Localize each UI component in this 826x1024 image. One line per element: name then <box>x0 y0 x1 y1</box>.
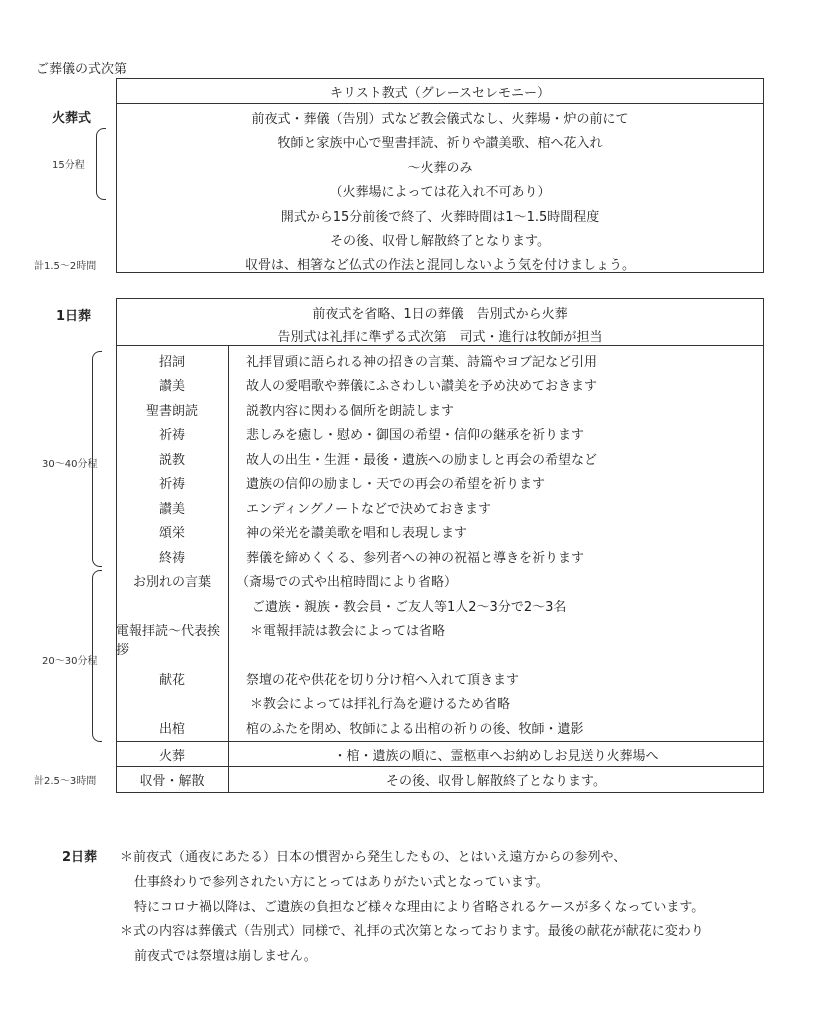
collect-desc: その後、収骨し解散終了となります。 <box>386 774 606 789</box>
oneday-header-line: 前夜式を省略、1日の葬儀 告別式から火葬 <box>312 307 568 322</box>
program-item-name: 電報拝読～代表挨拶 <box>116 624 221 658</box>
oneday-duration-b: 20～30分程 <box>42 656 98 667</box>
program-item-desc: 故人の出生・生涯・最後・遺族への励ましと再会の希望など <box>246 453 598 468</box>
program-item-desc: ＊教会によっては拝礼行為を避けるため省略 <box>250 697 511 712</box>
program-item-desc: 葬儀を締めくくる、参列者への神の祝福と導きを祈ります <box>246 551 585 566</box>
cremation-header-divider <box>116 103 764 104</box>
program-item-desc: 礼拝冒頭に語られる神の招きの言葉、詩篇やヨブ記など引用 <box>246 355 598 370</box>
twoday-label: 2日葬 <box>62 850 98 865</box>
cremation-label: 火葬式 <box>52 111 92 126</box>
program-item-desc: 祭壇の花や供花を切り分け棺へ入れて頂きます <box>246 673 520 688</box>
cremation-line: ～火葬のみ <box>407 161 473 176</box>
program-item-desc: ＊電報拝読は教会によっては省略 <box>250 624 446 639</box>
program-item-name: 説教 <box>158 453 185 468</box>
cremate-name: 火葬 <box>158 749 185 764</box>
oneday-cremate-divider <box>116 741 764 742</box>
program-item-desc: 説教内容に関わる個所を朗読します <box>246 404 455 419</box>
program-item-name: 讃美 <box>158 379 185 394</box>
program-item-desc: エンディングノートなどで決めておきます <box>246 502 492 517</box>
collect-name: 収骨・解散 <box>139 774 205 789</box>
oneday-header-divider <box>116 345 764 346</box>
twoday-line: 仕事終わりで参列されたい方にとってはありがたい式となっています。 <box>134 875 549 890</box>
program-item-name: 出棺 <box>158 722 185 737</box>
program-item-name: 祈祷 <box>158 477 185 492</box>
cremation-line: その後、収骨し解散終了となります。 <box>330 234 550 249</box>
program-item-name: 祈祷 <box>158 428 185 443</box>
oneday-column-divider <box>228 345 229 793</box>
cremation-line: 牧師と家族中心で聖書拝読、祈りや讃美歌、棺へ花入れ <box>277 136 603 151</box>
twoday-line: ＊前夜式（通夜にあたる）日本の慣習から発生したもの、とはいえ遠方からの参列や、 <box>120 850 627 865</box>
cremation-line: 開式から15分前後で終了、火葬時間は1～1.5時間程度 <box>280 210 600 225</box>
twoday-line: 特にコロナ禍以降は、ご遺族の負担など様々な理由により省略されるケースが多くなっています。 <box>134 900 705 915</box>
cremation-duration: 15分程 <box>52 160 85 171</box>
program-item-name: 献花 <box>158 673 185 688</box>
oneday-collect-divider <box>116 766 764 767</box>
oneday-total: 計2.5～3時間 <box>34 776 97 787</box>
cremation-line: （火葬場によっては花入れ不可あり） <box>329 185 551 200</box>
cremation-line: 前夜式・葬儀（告別）式など教会儀式なし、火葬場・炉の前にて <box>251 112 629 127</box>
twoday-line: ＊式の内容は葬儀式（告別式）同様で、礼拝の式次第となっております。最後の献花が献花に変わり <box>120 924 704 939</box>
program-item-desc: 遺族の信仰の励まし・天での再会の希望を祈ります <box>246 477 546 492</box>
oneday-header-line: 告別式は礼拝に準ずる式次第 司式・進行は牧師が担当 <box>277 330 603 345</box>
program-item-desc: ご遺族・親族・教会員・ご友人等1人2～3分で2～3名 <box>252 600 567 615</box>
program-item-name: 聖書朗読 <box>145 404 198 419</box>
page-title: ご葬儀の式次第 <box>36 62 128 77</box>
oneday-duration-a: 30～40分程 <box>42 459 98 470</box>
program-item-name: お別れの言葉 <box>132 575 211 590</box>
cremate-desc: ・棺・遺族の順に、霊柩車へお納めしお見送り火葬場へ <box>333 749 659 764</box>
program-item-name: 讃美 <box>158 502 185 517</box>
cremation-total: 計1.5～2時間 <box>34 261 97 272</box>
cremation-bracket <box>96 128 106 200</box>
program-item-name: 頌栄 <box>158 526 185 541</box>
program-item-name: 終祷 <box>158 551 185 566</box>
program-item-desc: 悲しみを癒し・慰め・御国の希望・信仰の継承を祈ります <box>246 428 585 443</box>
oneday-label: 1日葬 <box>56 309 92 324</box>
program-item-desc: 神の栄光を讃美歌を唱和し表現します <box>246 526 468 541</box>
program-item-desc: （斎場での式や出棺時間により省略） <box>236 575 458 590</box>
cremation-header: キリスト教式（グレースセレモニー） <box>329 86 551 101</box>
cremation-line: 収骨は、相箸など仏式の作法と混同しないよう気を付けましょう。 <box>244 258 635 273</box>
program-item-name: 招詞 <box>158 355 185 370</box>
program-item-desc: 故人の愛唱歌や葬儀にふさわしい讃美を予め決めておきます <box>246 379 598 394</box>
twoday-line: 前夜式では祭壇は崩しません。 <box>134 949 317 964</box>
program-item-desc: 棺のふたを閉め、牧師による出棺の祈りの後、牧師・遺影 <box>246 722 584 737</box>
